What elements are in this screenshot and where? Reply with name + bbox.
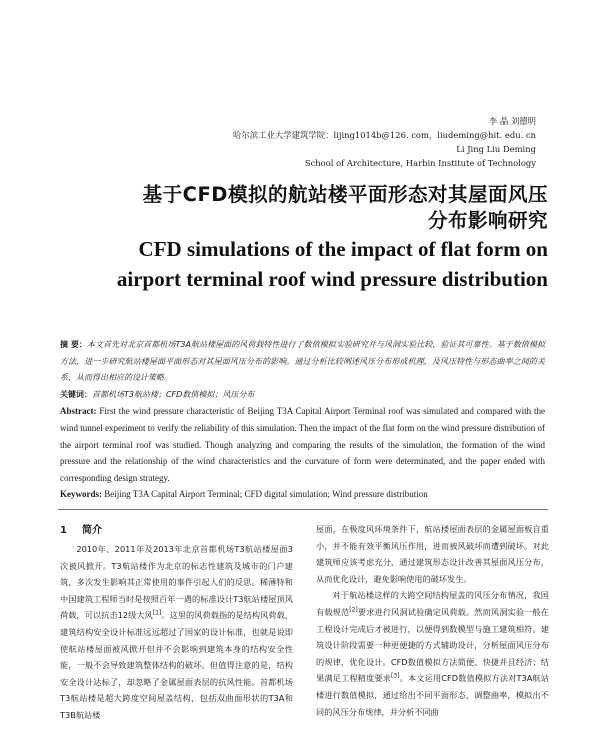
- body-paragraph: [316, 587, 549, 720]
- right-p2a-text: 对于航站楼这样的大跨空间结构屋盖的风压分布情况，我国有载规范: [316, 590, 549, 617]
- section-heading: [60, 521, 293, 541]
- citation-ref: [3]: [391, 672, 400, 680]
- title-english: [117, 234, 548, 294]
- author-affiliation-zh: 哈尔滨工业大学建筑学院：lijing1014b@126. com，liudeming@hit. edu. cn: [233, 130, 536, 140]
- keywords-en: [60, 486, 545, 503]
- author-affiliation-en: School of Architecture, Harbin Institute of Technology: [304, 158, 536, 168]
- right-p2b-text: 要求进行风洞试验确定风荷载。然而风洞实验一般在工程设计完成后才被进行，以便得到数模型与施工建筑相符。建筑设计阶段需要一种更便捷的方式辅助设计，分析屋面风压分布的规律，优化设计。CFD数值模拟方法简便、快捷并且经济；结果满足工程精度要求: [316, 606, 549, 684]
- keywords-zh-text: 首都机场T3航站楼；CFD数值模拟；风压分布: [92, 389, 255, 399]
- abstract-zh-label: 摘 要：: [60, 340, 87, 349]
- body-paragraph: [60, 541, 293, 724]
- title-en-line2: airport terminal roof wind pressure distribution: [116, 267, 548, 291]
- title-zh-line2: 分布影响研究: [427, 209, 548, 232]
- left-p1b-text: 。这里的风荷载指的是结构风荷载，建筑结构安全设计标准远远超过了国家的设计标准，也就是说即使航站楼屋面被风掀开但并不会影响到建筑本身的结构安全性能，一般不会导致建筑整体结构的破坏。但值得注意的是，结构安全设计达标了，却忽略了金属屋面表层的抗风性能。首都机场T3航站楼是超大跨度空间屋盖结构，包括双曲面形状的T3A和T3B航站楼: [60, 610, 293, 720]
- author-names-en: Li Jing Liu Deming: [456, 144, 536, 154]
- abstract-zh-text: 本文首先对北京首都机场T3A航站楼屋面的风荷载特性进行了数值模拟实验研究并与风洞实验比较，验证其可靠性。基于数值模拟方法，进一步研究航站楼屋面平面形态对其屋面风压分布的影响。通过分析比较阐述风压分布形成机理，及风压特性与形态曲率之间的关系，从而得出相应的设计策略。: [60, 340, 545, 383]
- body-paragraph-continued: 屋面，在极度风环境条件下，航站楼屋面表层的金属屋面板自重小，并不能有效平衡风压作用，进而被风破坏而遭到破坏。对此建筑师应该考虑充分，通过建筑形态设计改善其屋面风压分布，从而优化设计，避免影响使用的破坏发生。: [316, 524, 549, 584]
- citation-ref: [2]: [349, 606, 358, 614]
- citation-ref: [1]: [152, 609, 162, 617]
- author-block: [233, 114, 536, 170]
- keywords-zh: [60, 387, 545, 404]
- keywords-en-label: Keywords:: [60, 489, 102, 500]
- keywords-zh-label: 关键词：: [60, 389, 92, 399]
- section-title: 简介: [82, 525, 102, 536]
- abstract-en: [60, 403, 545, 486]
- body-column-right: [316, 521, 549, 720]
- right-p2c-text: 。本文运用CFD数值模拟方法对T3A航站楼进行数值模拟，通过给出不同平面形态，调整曲率，模拟出不同的风压分布规律，并分析不同曲: [316, 673, 549, 717]
- abstract-en-label: Abstract:: [60, 406, 97, 417]
- title-chinese: [143, 182, 548, 234]
- abstract-zh: [60, 337, 545, 387]
- left-p1-text: 2010年、2011年及2013年北京首都机场T3航站楼屋面3次被风掀开。T3航站楼作为北京的标志性建筑及城市的门户建筑，多次发生影响其正常使用的事件引起人们的反思。稀薄特和中国建筑工程师当时是按照百年一遇的标准设计T3航站楼屋顶风荷载，可以抗击12级大风: [60, 544, 293, 621]
- abstract-section: [60, 337, 545, 503]
- title-en-line1: CFD simulations of the impact of flat form on: [138, 237, 548, 261]
- title-zh-line1: 基于CFD模拟的航站楼平面形态对其屋面风压: [142, 183, 548, 206]
- body-column-left: [60, 521, 293, 724]
- section-number: 1: [60, 525, 67, 536]
- section-divider: [58, 509, 548, 510]
- author-names-zh: 李 晶 刘德明: [488, 116, 536, 126]
- abstract-en-text: First the wind pressure characteristic of Beijing T3A Capital Airport Terminal roof was simulated and compared with the wind tunnel experiment to verify the reliability of this simulation. Then the impact of the flat form on the wind pressure distribution of the airport terminal roof was studied. Though analyzing and comparing the results of the simulation, the formation of the wind pressure and the relationship of the wind characteristics and the curvature of form were determinated, and the paper ended with corresponding design strategy.: [60, 406, 546, 483]
- keywords-en-text: Beijing T3A Capital Airport Terminal; CFD digital simulation; Wind pressure distribution: [104, 489, 428, 500]
